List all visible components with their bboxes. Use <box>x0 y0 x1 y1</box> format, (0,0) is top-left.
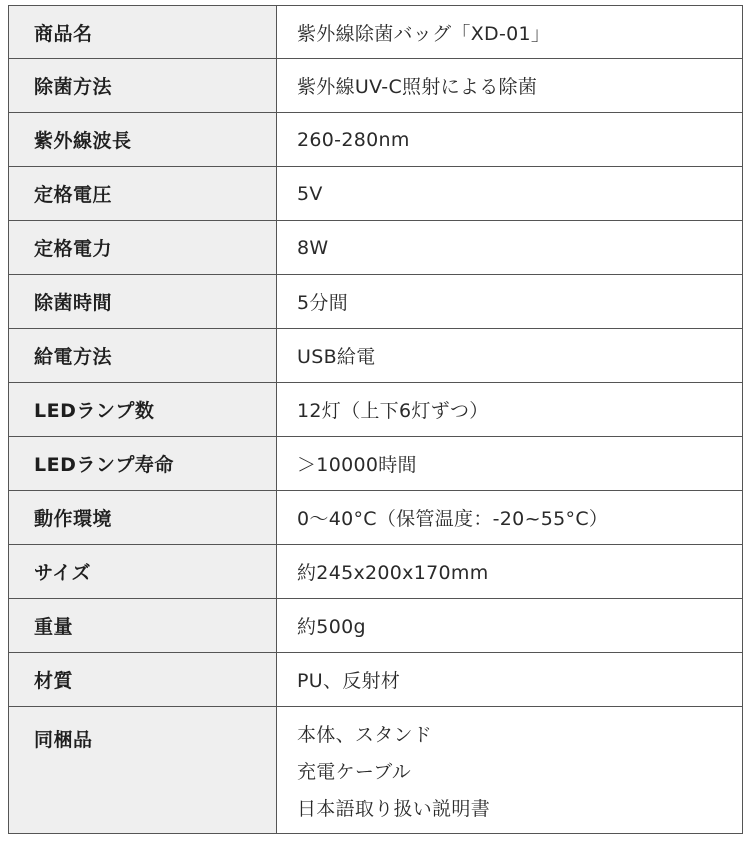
spec-label: 紫外線波長 <box>9 113 277 167</box>
package-item: 充電ケーブル <box>297 761 412 783</box>
spec-value: PU、反射材 <box>277 653 743 707</box>
spec-row-package-contents <box>9 707 743 834</box>
spec-label: 除菌時間 <box>9 275 277 329</box>
spec-value: 約245x200x170mm <box>277 545 743 599</box>
spec-row-power-supply <box>9 329 743 383</box>
spec-value: 12灯（上下6灯ずつ） <box>277 383 743 437</box>
spec-row-led-count <box>9 383 743 437</box>
spec-row-uv-wavelength <box>9 113 743 167</box>
spec-row-sterilization-time <box>9 275 743 329</box>
spec-row-weight <box>9 599 743 653</box>
spec-label: サイズ <box>9 545 277 599</box>
spec-label: 給電方法 <box>9 329 277 383</box>
spec-value: 紫外線除菌バッグ「XD-01」 <box>277 6 743 59</box>
spec-value: 0～40°C（保管温度：-20~55°C） <box>277 491 743 545</box>
spec-label: 動作環境 <box>9 491 277 545</box>
package-item: 本体、スタンド <box>297 724 433 746</box>
spec-value: 8W <box>277 221 743 275</box>
spec-value: ＞10000時間 <box>277 437 743 491</box>
spec-value: 紫外線UV-C照射による除菌 <box>277 59 743 113</box>
spec-label: LEDランプ数 <box>9 383 277 437</box>
spec-row-rated-voltage <box>9 167 743 221</box>
spec-row-operating-environment <box>9 491 743 545</box>
spec-label: 重量 <box>9 599 277 653</box>
spec-row-led-lifespan <box>9 437 743 491</box>
spec-value: 260-280nm <box>277 113 743 167</box>
spec-value-list <box>277 707 743 834</box>
spec-value: 5分間 <box>277 275 743 329</box>
spec-row-sterilization-method <box>9 59 743 113</box>
spec-label: LEDランプ寿命 <box>9 437 277 491</box>
spec-value: 約500g <box>277 599 743 653</box>
spec-row-size <box>9 545 743 599</box>
spec-label: 定格電力 <box>9 221 277 275</box>
spec-label: 定格電圧 <box>9 167 277 221</box>
spec-row-product-name <box>9 6 743 59</box>
spec-value: USB給電 <box>277 329 743 383</box>
package-item: 日本語取り扱い説明書 <box>297 798 491 820</box>
spec-label: 商品名 <box>9 6 277 59</box>
spec-label: 同梱品 <box>9 707 277 834</box>
spec-label: 除菌方法 <box>9 59 277 113</box>
spec-row-rated-power <box>9 221 743 275</box>
spec-value: 5V <box>277 167 743 221</box>
spec-table <box>8 5 743 834</box>
spec-row-material <box>9 653 743 707</box>
spec-label: 材質 <box>9 653 277 707</box>
